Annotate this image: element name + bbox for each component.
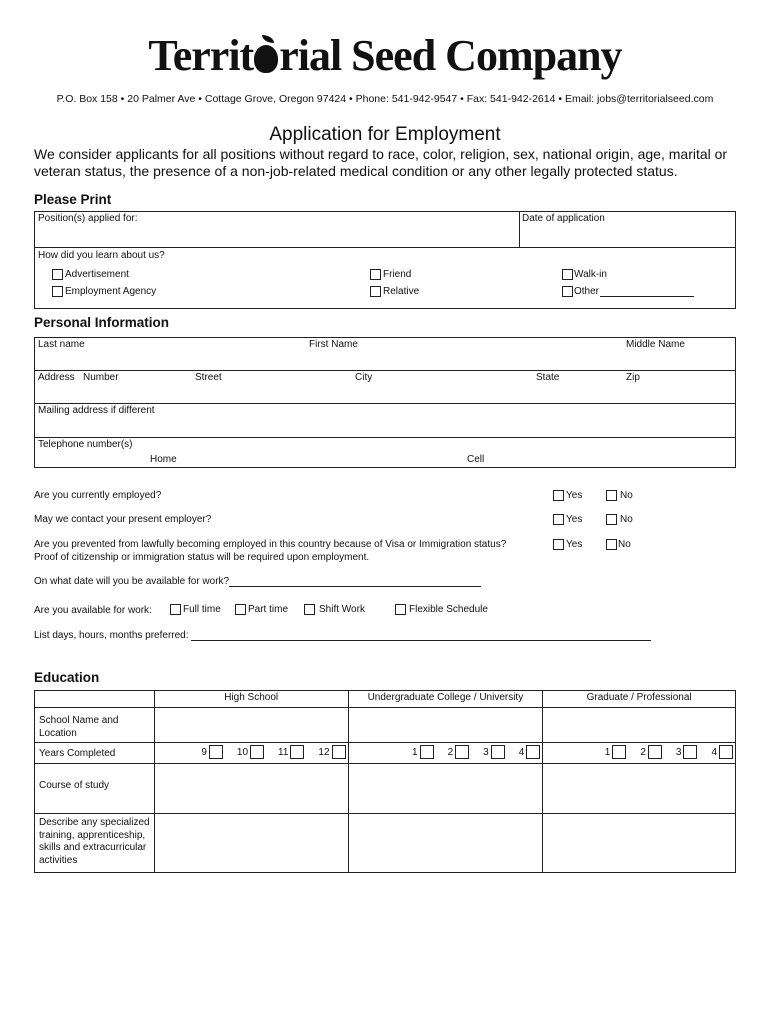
middle-name-field[interactable]: Middle Name: [626, 339, 685, 350]
cell-phone-field[interactable]: Cell: [467, 454, 485, 465]
date-of-application-field[interactable]: Date of application: [522, 213, 605, 224]
zip-field[interactable]: Zip: [626, 372, 640, 383]
checkbox[interactable]: [209, 745, 223, 759]
page-title: Application for Employment: [269, 124, 501, 145]
state-field[interactable]: State: [536, 372, 560, 383]
hs-year-10[interactable]: 10: [237, 745, 264, 759]
checkbox[interactable]: [526, 745, 540, 759]
option-relative[interactable]: Relative: [370, 286, 419, 297]
row-specialized-training: Describe any specialized training, apprenticeship, skills and extracurricular activities: [35, 814, 155, 873]
checkbox[interactable]: [606, 539, 617, 550]
checkbox[interactable]: [304, 604, 315, 615]
checkbox[interactable]: [683, 745, 697, 759]
grad-year-3[interactable]: 3: [676, 745, 698, 759]
mailing-address-field[interactable]: Mailing address if different: [38, 405, 155, 416]
ug-year-1[interactable]: 1: [412, 745, 434, 759]
hs-year-12[interactable]: 12: [318, 745, 345, 759]
checkbox[interactable]: [290, 745, 304, 759]
employed-yes[interactable]: Yes: [553, 490, 582, 501]
available-date-field[interactable]: On what date will you be available for work?: [34, 576, 481, 587]
part-time-option[interactable]: Part time: [235, 604, 288, 615]
available-for-label: Are you available for work:: [34, 605, 152, 616]
first-name-field[interactable]: First Name: [309, 339, 358, 350]
hs-years: [155, 745, 348, 759]
ug-year-3[interactable]: 3: [483, 745, 505, 759]
checkbox[interactable]: [562, 269, 573, 280]
visa-yes[interactable]: Yes: [553, 539, 582, 550]
option-other[interactable]: Other: [562, 286, 694, 297]
ug-year-4[interactable]: 4: [519, 745, 541, 759]
hs-training-cell[interactable]: [154, 814, 348, 873]
shift-work-option[interactable]: Shift Work: [304, 604, 365, 615]
row-school-name: School Name and Location: [35, 708, 155, 743]
grad-course-cell[interactable]: [543, 764, 736, 814]
last-name-field[interactable]: Last name: [38, 339, 85, 350]
checkbox[interactable]: [52, 286, 63, 297]
checkbox[interactable]: [52, 269, 63, 280]
checkbox[interactable]: [719, 745, 733, 759]
option-friend[interactable]: Friend: [370, 269, 411, 280]
grad-years: [543, 745, 735, 759]
option-walk-in[interactable]: Walk-in: [562, 269, 607, 280]
contact-employer-question: May we contact your present employer?: [34, 514, 212, 525]
checkbox[interactable]: [562, 286, 573, 297]
option-employment-agency[interactable]: Employment Agency: [52, 286, 156, 297]
grad-training-cell[interactable]: [543, 814, 736, 873]
checkbox[interactable]: [648, 745, 662, 759]
ug-years: [349, 745, 543, 759]
hs-course-cell[interactable]: [154, 764, 348, 814]
seed-icon: [254, 45, 278, 73]
visa-no[interactable]: No: [606, 539, 631, 550]
hs-year-11[interactable]: 11: [278, 745, 304, 759]
days-preferred-line[interactable]: [191, 631, 651, 641]
checkbox[interactable]: [420, 745, 434, 759]
checkbox[interactable]: [553, 539, 564, 550]
street-field[interactable]: Street: [195, 372, 222, 383]
checkbox[interactable]: [370, 286, 381, 297]
checkbox[interactable]: [395, 604, 406, 615]
checkbox[interactable]: [491, 745, 505, 759]
days-preferred-field[interactable]: List days, hours, months preferred:: [34, 630, 651, 641]
checkbox[interactable]: [612, 745, 626, 759]
positions-field[interactable]: Position(s) applied for:: [38, 213, 138, 224]
checkbox[interactable]: [553, 514, 564, 525]
checkbox[interactable]: [606, 490, 617, 501]
col-undergraduate: Undergraduate College / University: [348, 691, 543, 708]
ug-school-name-cell[interactable]: [348, 708, 543, 743]
contact-info: P.O. Box 158 • 20 Palmer Ave • Cottage Grove, Oregon 97424 • Phone: 541-942-9547 • Fax: 541-942-2614 • Email: jobs@territorialseed.com: [56, 93, 714, 105]
intro-statement: We consider applicants for all positions without regard to race, color, religion, sex, national origin, age, marital or veteran status, the presence of a non-job-related medical condition or any other legally protected status.: [34, 146, 728, 179]
contact-no[interactable]: No: [606, 514, 633, 525]
visa-note: Proof of citizenship or immigration status will be required upon employment.: [34, 552, 370, 563]
education-table: [34, 690, 736, 873]
checkbox[interactable]: [250, 745, 264, 759]
row-course-of-study: Course of study: [35, 764, 155, 814]
ug-training-cell[interactable]: [348, 814, 543, 873]
ug-course-cell[interactable]: [348, 764, 543, 814]
checkbox[interactable]: [606, 514, 617, 525]
address-number-field[interactable]: Number: [83, 372, 119, 383]
education-heading: Education: [34, 670, 100, 685]
ug-year-2[interactable]: 2: [448, 745, 470, 759]
checkbox[interactable]: [170, 604, 181, 615]
telephone-label: Telephone number(s): [38, 439, 133, 450]
address-label: Address: [38, 372, 75, 383]
other-input-line[interactable]: [600, 287, 694, 297]
option-advertisement[interactable]: Advertisement: [52, 269, 129, 280]
grad-school-name-cell[interactable]: [543, 708, 736, 743]
grad-year-4[interactable]: 4: [711, 745, 733, 759]
checkbox[interactable]: [332, 745, 346, 759]
flexible-schedule-option[interactable]: Flexible Schedule: [395, 604, 488, 615]
col-high-school: High School: [154, 691, 348, 708]
available-date-line[interactable]: [229, 577, 481, 587]
col-graduate: Graduate / Professional: [543, 691, 736, 708]
city-field[interactable]: City: [355, 372, 373, 383]
checkbox[interactable]: [370, 269, 381, 280]
employed-no[interactable]: No: [606, 490, 633, 501]
hs-year-9[interactable]: 9: [201, 745, 223, 759]
checkbox[interactable]: [235, 604, 246, 615]
checkbox[interactable]: [553, 490, 564, 501]
learn-label: How did you learn about us?: [38, 250, 165, 261]
grad-year-1[interactable]: 1: [605, 745, 627, 759]
visa-question: Are you prevented from lawfully becoming employed in this country because of Visa or Immigration status?: [34, 539, 507, 550]
home-phone-field[interactable]: Home: [150, 454, 177, 465]
company-logo: Territ rial Seed Company: [148, 31, 622, 80]
contact-yes[interactable]: Yes: [553, 514, 582, 525]
checkbox[interactable]: [455, 745, 469, 759]
row-years-completed: Years Completed: [35, 743, 155, 764]
grad-year-2[interactable]: 2: [640, 745, 662, 759]
please-print-heading: Please Print: [34, 192, 112, 207]
hs-school-name-cell[interactable]: [154, 708, 348, 743]
currently-employed-question: Are you currently employed?: [34, 490, 162, 501]
personal-info-heading: Personal Information: [34, 315, 170, 330]
full-time-option[interactable]: Full time: [170, 604, 221, 615]
